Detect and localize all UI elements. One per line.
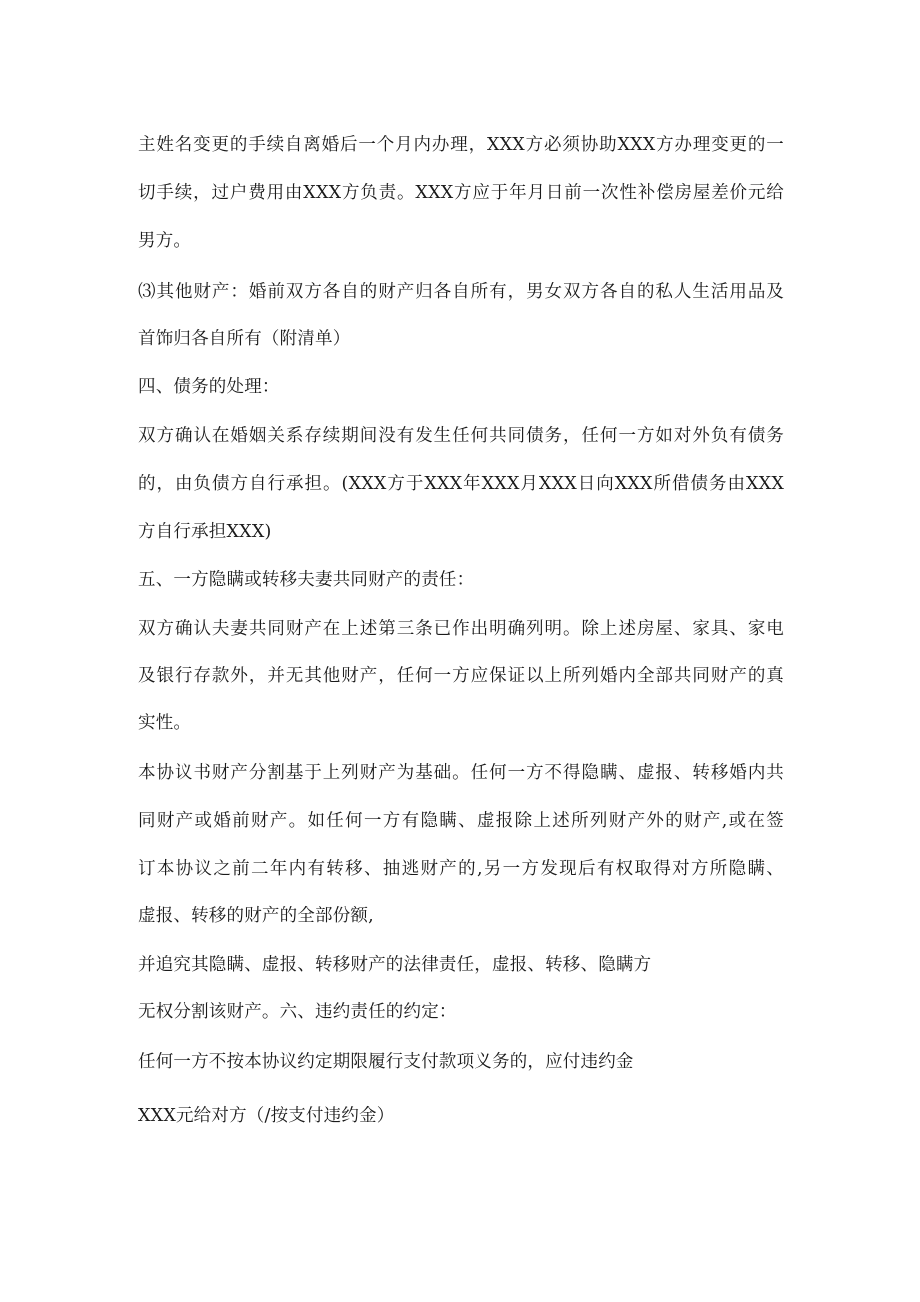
text-line-1: 主姓名变更的手续自离婚后一个月内办理，XXX方必须协助XXX方办理变更的一 [138, 135, 784, 155]
text-line-18: 并追究其隐瞒、虚报、转移财产的法律责任，虚报、转移、隐瞒方 [138, 955, 652, 975]
text-line-4: ⑶其他财产：婚前双方各自的财产归各自所有，男女双方各自的私人生活用品及 [138, 282, 784, 302]
text-line-2: 切手续，过户费用由XXX方负责。XXX方应于年月日前一次性补偿房屋差价元给 [138, 183, 784, 203]
text-line-16: 订本协议之前二年内有转移、抽逃财产的,另一方发现后有权取得对方所隐瞒、 [138, 859, 784, 879]
text-line-12: 及银行存款外，并无其他财产，任何一方应保证以上所列婚内全部共同财产的真 [138, 666, 784, 686]
text-line-17: 虚报、转移的财产的全部份额, [138, 906, 374, 926]
text-line-3: 男方。 [138, 231, 192, 251]
text-line-21: XXX元给对方（/按支付违约金） [138, 1106, 395, 1126]
text-line-13: 实性。 [138, 713, 192, 733]
text-line-20: 任何一方不按本协议约定期限履行支付款项义务的，应付违约金 [138, 1052, 634, 1072]
text-line-7: 双方确认在婚姻关系存续期间没有发生任何共同债务，任何一方如对外负有债务 [138, 426, 784, 446]
text-line-8: 的，由负债方自行承担。(XXX方于XXX年XXX月XXX日向XXX所借债务由XXX [138, 474, 784, 494]
section-heading-concealment: 五、一方隐瞒或转移夫妻共同财产的责任： [138, 570, 475, 590]
text-line-15: 同财产或婚前财产。如任何一方有隐瞒、虚报除上述所列财产外的财产,或在签 [138, 811, 784, 831]
text-line-9: 方自行承担XXX) [138, 522, 272, 542]
text-line-11: 双方确认夫妻共同财产在上述第三条已作出明确列明。除上述房屋、家具、家电 [138, 619, 784, 639]
text-line-14: 本协议书财产分割基于上列财产为基础。任何一方不得隐瞒、虚报、转移婚内共 [138, 763, 784, 783]
section-heading-debts: 四、债务的处理： [138, 377, 280, 397]
text-line-19: 无权分割该财产。六、违约责任的约定： [138, 1002, 457, 1022]
text-line-5: 首饰归各自所有（附清单） [138, 329, 351, 349]
